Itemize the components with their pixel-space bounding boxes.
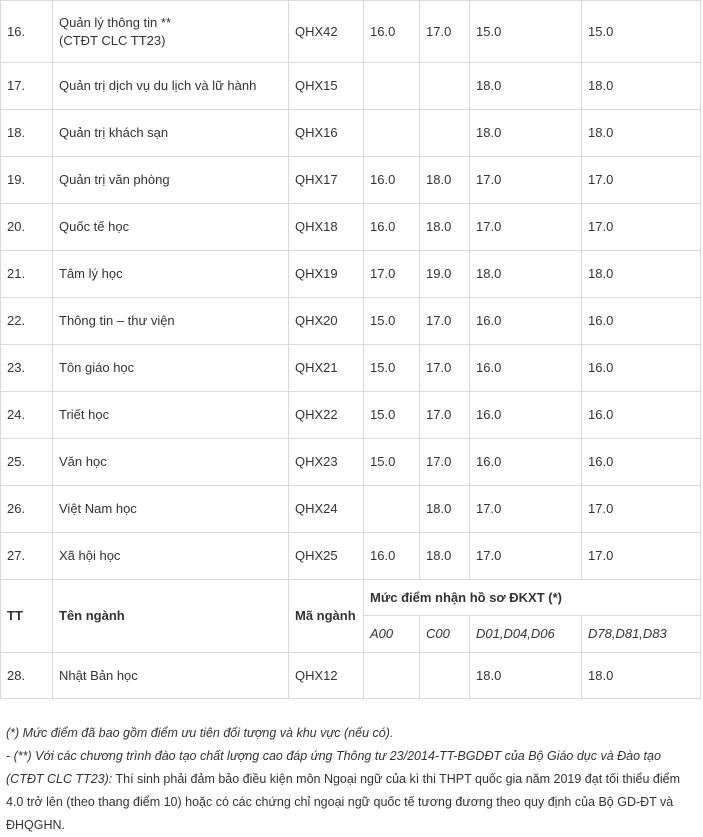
major-name: Quốc tế học bbox=[53, 204, 289, 251]
footnote-dash: - bbox=[6, 749, 14, 763]
score-d01-d04-d06: 16.0 bbox=[470, 298, 582, 345]
score-d01-d04-d06: 17.0 bbox=[470, 533, 582, 580]
score-c00 bbox=[420, 63, 470, 110]
score-c00: 18.0 bbox=[420, 157, 470, 204]
row-number: 24. bbox=[1, 392, 53, 439]
table-row bbox=[1, 298, 701, 345]
major-name: Thông tin – thư viện bbox=[53, 298, 289, 345]
footnote-high-quality-program bbox=[6, 745, 700, 837]
major-code: QHX17 bbox=[289, 157, 364, 204]
row-number: 18. bbox=[1, 110, 53, 157]
major-name: Triết học bbox=[53, 392, 289, 439]
footnote-score-priority: (*) Mức điểm đã bao gồm điểm ưu tiên đối tượng và khu vực (nếu có). bbox=[6, 726, 394, 740]
header-row bbox=[1, 580, 701, 616]
score-d78-d81-d83: 17.0 bbox=[582, 486, 701, 533]
table-row bbox=[1, 345, 701, 392]
major-code: QHX25 bbox=[289, 533, 364, 580]
row-number: 22. bbox=[1, 298, 53, 345]
row-number: 16. bbox=[1, 1, 53, 63]
table-body-top bbox=[1, 1, 701, 580]
subheader-d01-d04-d06: D01,D04,D06 bbox=[470, 616, 582, 653]
score-d01-d04-d06: 16.0 bbox=[470, 392, 582, 439]
row-number: 26. bbox=[1, 486, 53, 533]
footnote-italic-part: (**) Với các chương trình đào tạo chất lượng cao đáp ứng Thông tư 23/2014-TT-BGDĐT của Bộ Giáo dục và Đào tạo (CTĐT CLC TT23): bbox=[6, 749, 661, 786]
table-row bbox=[1, 1, 701, 63]
major-name: Tâm lý học bbox=[53, 251, 289, 298]
major-code: QHX20 bbox=[289, 298, 364, 345]
row-number: 20. bbox=[1, 204, 53, 251]
table-row bbox=[1, 392, 701, 439]
header-major-name: Tên ngành bbox=[53, 580, 289, 653]
score-a00: 16.0 bbox=[364, 1, 420, 63]
score-d01-d04-d06: 17.0 bbox=[470, 486, 582, 533]
score-a00: 16.0 bbox=[364, 204, 420, 251]
score-d78-d81-d83: 17.0 bbox=[582, 533, 701, 580]
score-d01-d04-d06: 17.0 bbox=[470, 157, 582, 204]
header-score-group: Mức điểm nhận hồ sơ ĐKXT (*) bbox=[364, 580, 701, 616]
major-code: QHX12 bbox=[289, 653, 364, 699]
table-row bbox=[1, 157, 701, 204]
score-d78-d81-d83: 16.0 bbox=[582, 439, 701, 486]
score-c00: 17.0 bbox=[420, 298, 470, 345]
table-row bbox=[1, 533, 701, 580]
score-d78-d81-d83: 18.0 bbox=[582, 110, 701, 157]
score-d78-d81-d83: 18.0 bbox=[582, 63, 701, 110]
score-d78-d81-d83: 16.0 bbox=[582, 345, 701, 392]
score-d01-d04-d06: 18.0 bbox=[470, 110, 582, 157]
table-row bbox=[1, 439, 701, 486]
major-name: Quản trị khách sạn bbox=[53, 110, 289, 157]
score-c00: 18.0 bbox=[420, 204, 470, 251]
score-d01-d04-d06: 16.0 bbox=[470, 345, 582, 392]
score-d78-d81-d83: 18.0 bbox=[582, 251, 701, 298]
row-number: 21. bbox=[1, 251, 53, 298]
major-name: Việt Nam học bbox=[53, 486, 289, 533]
score-d01-d04-d06: 16.0 bbox=[470, 439, 582, 486]
score-c00 bbox=[420, 653, 470, 699]
major-code: QHX22 bbox=[289, 392, 364, 439]
major-name: Xã hội học bbox=[53, 533, 289, 580]
table-header-block bbox=[1, 580, 701, 699]
major-code: QHX18 bbox=[289, 204, 364, 251]
score-c00: 18.0 bbox=[420, 486, 470, 533]
table-row bbox=[1, 204, 701, 251]
score-a00: 15.0 bbox=[364, 439, 420, 486]
score-d78-d81-d83: 16.0 bbox=[582, 392, 701, 439]
score-d78-d81-d83: 17.0 bbox=[582, 157, 701, 204]
row-number: 17. bbox=[1, 63, 53, 110]
score-d78-d81-d83: 15.0 bbox=[582, 1, 701, 63]
score-c00: 17.0 bbox=[420, 1, 470, 63]
major-name: Văn học bbox=[53, 439, 289, 486]
score-d78-d81-d83: 18.0 bbox=[582, 653, 701, 699]
major-code: QHX19 bbox=[289, 251, 364, 298]
score-c00: 17.0 bbox=[420, 439, 470, 486]
footnotes bbox=[6, 722, 700, 837]
table-row bbox=[1, 653, 701, 699]
score-a00 bbox=[364, 653, 420, 699]
score-c00: 19.0 bbox=[420, 251, 470, 298]
row-number: 19. bbox=[1, 157, 53, 204]
score-c00 bbox=[420, 110, 470, 157]
score-d78-d81-d83: 16.0 bbox=[582, 298, 701, 345]
score-a00 bbox=[364, 63, 420, 110]
row-number: 23. bbox=[1, 345, 53, 392]
score-a00: 17.0 bbox=[364, 251, 420, 298]
score-d78-d81-d83: 17.0 bbox=[582, 204, 701, 251]
score-a00: 15.0 bbox=[364, 392, 420, 439]
major-name bbox=[53, 1, 289, 63]
row-number: 28. bbox=[1, 653, 53, 699]
major-code: QHX15 bbox=[289, 63, 364, 110]
major-name: Tôn giáo học bbox=[53, 345, 289, 392]
score-c00: 17.0 bbox=[420, 345, 470, 392]
row-number: 27. bbox=[1, 533, 53, 580]
major-name-line1: Quản lý thông tin ** bbox=[59, 14, 172, 30]
subheader-d78-d81-d83: D78,D81,D83 bbox=[582, 616, 701, 653]
table-row bbox=[1, 63, 701, 110]
score-a00: 16.0 bbox=[364, 157, 420, 204]
row-number: 25. bbox=[1, 439, 53, 486]
major-code: QHX23 bbox=[289, 439, 364, 486]
header-tt: TT bbox=[1, 580, 53, 653]
score-a00 bbox=[364, 486, 420, 533]
major-name: Quản trị dịch vụ du lịch và lữ hành bbox=[53, 63, 289, 110]
major-code: QHX21 bbox=[289, 345, 364, 392]
score-a00: 16.0 bbox=[364, 533, 420, 580]
major-code: QHX24 bbox=[289, 486, 364, 533]
score-d01-d04-d06: 18.0 bbox=[470, 653, 582, 699]
score-d01-d04-d06: 18.0 bbox=[470, 63, 582, 110]
score-d01-d04-d06: 15.0 bbox=[470, 1, 582, 63]
score-d01-d04-d06: 18.0 bbox=[470, 251, 582, 298]
score-a00 bbox=[364, 110, 420, 157]
header-major-code: Mã ngành bbox=[289, 580, 364, 653]
score-c00: 18.0 bbox=[420, 533, 470, 580]
score-a00: 15.0 bbox=[364, 298, 420, 345]
score-d01-d04-d06: 17.0 bbox=[470, 204, 582, 251]
score-a00: 15.0 bbox=[364, 345, 420, 392]
major-name: Quản trị văn phòng bbox=[53, 157, 289, 204]
subheader-a00: A00 bbox=[364, 616, 420, 653]
major-code: QHX16 bbox=[289, 110, 364, 157]
major-name: Nhật Bản học bbox=[53, 653, 289, 699]
major-name-line2: (CTĐT CLC TT23) bbox=[59, 32, 166, 48]
subheader-c00: C00 bbox=[420, 616, 470, 653]
major-code: QHX42 bbox=[289, 1, 364, 63]
table-row bbox=[1, 251, 701, 298]
table-row bbox=[1, 110, 701, 157]
footnote-condition: Thí sinh phải đảm bảo điều kiện môn Ngoại ngữ của kì thi THPT quốc gia năm 2019 đạt tối thiểu điểm 4.0 trở lên (theo thang điểm 10) hoặc có các chứng chỉ ngoại ngữ quốc tế tương đương theo quy định của Bộ GD-ĐT và ĐHQGHN. bbox=[6, 772, 680, 832]
table-row bbox=[1, 486, 701, 533]
score-c00: 17.0 bbox=[420, 392, 470, 439]
